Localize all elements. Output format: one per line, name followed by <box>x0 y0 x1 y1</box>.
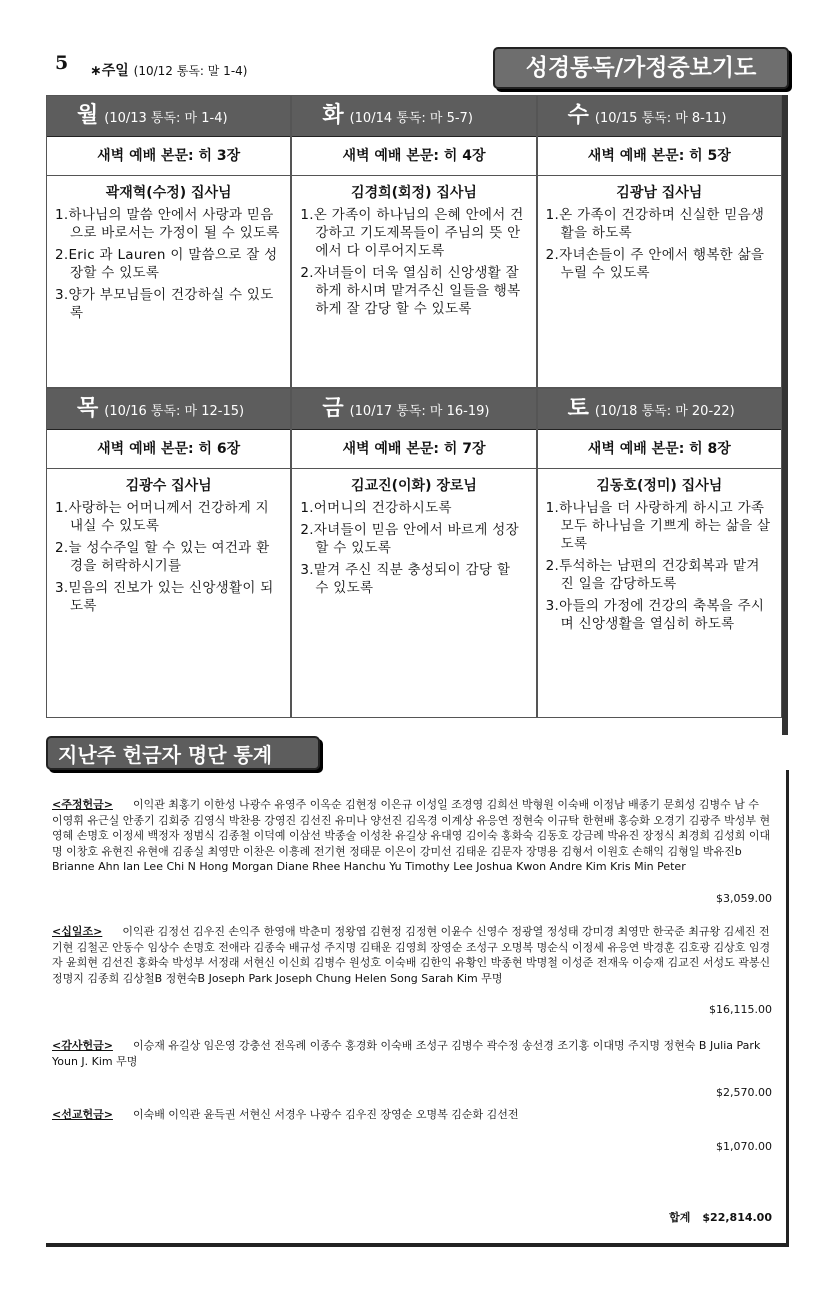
prayer-item: 2.자녀들이 더욱 열심히 신앙생활 잘하게 하시며 맡겨주신 일들을 행복하게 잘 감당 할 수 있도록 <box>300 265 521 317</box>
grand-total <box>600 1209 772 1225</box>
day-header <box>47 389 290 430</box>
member-name: 김광남 집사님 <box>616 185 703 201</box>
prayer-body <box>47 469 290 717</box>
section-total: $2,570.00 <box>716 1086 772 1099</box>
sermon-text: 새벽 예배 본문: 히 4장 <box>292 137 535 176</box>
day-reading: (10/17 통독: 마 16-19) <box>349 404 490 419</box>
prayer-item: 3.믿음의 진보가 있는 신앙생활이 되도록 <box>55 580 274 614</box>
prayer-list <box>300 499 527 597</box>
page-title: 성경통독/가정중보기도 <box>493 47 789 89</box>
grand-total-value: $22,814.00 <box>702 1211 772 1224</box>
section-label: <선교헌금> <box>52 1108 113 1121</box>
day-name: 금 <box>322 396 344 421</box>
day-name: 월 <box>77 103 99 128</box>
grand-total-label: 합계 <box>669 1211 691 1224</box>
day-header <box>47 96 290 137</box>
sermon-text: 새벽 예배 본문: 히 8장 <box>538 430 781 469</box>
donor-names: 이숙배 이익관 윤득권 서현신 서경우 나광수 김우진 장영순 오명복 김순화 김선전 <box>132 1108 519 1121</box>
prayer-body <box>538 176 781 387</box>
section-total: $1,070.00 <box>716 1139 772 1153</box>
sermon-text: 새벽 예배 본문: 히 6장 <box>47 430 290 469</box>
day-card-fri <box>291 388 536 718</box>
section-label: <주정헌금> <box>52 798 113 811</box>
prayer-item: 1.온 가족이 하나님의 은혜 안에서 건강하고 기도제목들이 주님의 뜻 안에서 다 이루어지도록 <box>300 207 524 259</box>
member-name: 김교진(이화) 장로님 <box>351 478 477 494</box>
offering-stats-title: 지난주 헌금자 명단 통계 <box>46 736 320 770</box>
day-card-thu <box>46 388 291 718</box>
prayer-item: 3.아들의 가정에 건강의 축복을 주시며 신앙생활을 열심히 하도록 <box>545 598 765 632</box>
sermon-text: 새벽 예배 본문: 히 7장 <box>292 430 535 469</box>
member-name: 곽재혁(수정) 집사님 <box>105 185 232 201</box>
week-row-1 <box>46 95 782 388</box>
page-number: 5 <box>55 52 69 74</box>
day-reading: (10/13 통독: 마 1-4) <box>104 111 228 126</box>
prayer-list <box>55 206 282 322</box>
day-reading: (10/18 통독: 마 20-22) <box>594 404 735 419</box>
prayer-body <box>292 469 535 717</box>
frame-bottom-line <box>46 1243 788 1247</box>
section-total: $16,115.00 <box>709 1003 772 1016</box>
prayer-body <box>538 469 781 717</box>
prayer-body <box>47 176 290 387</box>
offering-section-mission <box>52 1107 772 1154</box>
prayer-item: 2.Eric 과 Lauren 이 말씀으로 잘 성장할 수 있도록 <box>55 247 278 281</box>
prayer-item: 1.하나님을 더 사랑하게 하시고 가족 모두 하나님을 기쁘게 하는 삶을 살도록 <box>545 500 771 552</box>
member-name: 김광수 집사님 <box>125 478 212 494</box>
offering-section-weekly <box>52 797 772 906</box>
prayer-item: 3.양가 부모님들이 건강하실 수 있도록 <box>55 287 274 321</box>
section-label: <십일조> <box>52 925 103 938</box>
grid-shadow <box>782 95 788 735</box>
offering-section-thanks <box>52 1038 772 1101</box>
prayer-list <box>546 499 773 633</box>
day-name: 화 <box>322 103 344 128</box>
prayer-item: 2.늘 성수주일 할 수 있는 여건과 환경을 허락하시기를 <box>55 540 270 574</box>
section-label: <감사헌금> <box>52 1039 113 1052</box>
prayer-list <box>300 206 527 318</box>
day-card-tue <box>291 95 536 388</box>
day-header <box>538 96 781 137</box>
prayer-item: 1.사랑하는 어머니께서 건강하게 지내실 수 있도록 <box>55 500 270 534</box>
day-name: 목 <box>77 396 99 421</box>
day-reading: (10/15 통독: 마 8-11) <box>594 111 727 126</box>
member-name: 김경희(회정) 집사님 <box>351 185 477 201</box>
frame-right-line <box>786 770 789 1247</box>
day-card-wed <box>537 95 782 388</box>
day-name: 수 <box>567 103 589 128</box>
prayer-item: 1.어머니의 건강하시도록 <box>300 500 452 516</box>
day-header <box>292 389 535 430</box>
week-row-2 <box>46 388 782 718</box>
day-reading: (10/16 통독: 마 12-15) <box>104 404 245 419</box>
donor-names: 이익관 최홍기 이한성 나광수 유영주 이옥순 김현정 이은규 이성일 조경영 김희선 박형원 이숙배 이정남 배종기 문희성 김병수 남 수 이영휘 유근실 안종기 김회중 김영식 박찬용 강영진 김선진 유미나 양선진 김옥경 이계상 유응연 정현숙 이규탁 한현배 홍승화 오경기 김광주 박성부 현영혜 손명호 이정세 백정자 정범식 김종철 이덕예 이삼선 박종술 이성찬 유길상 유대영 김이숙 홍화숙 김동호 강금례 박유진 장정식 최경희 김성희 이대명 이창호 유현진 유현애 김종실 최영만 이찬은 이흥례 전기현 정태문 이은이 강미선 김태운 김문자 장명용 김형서 이원호 손해익 김형일 박유진b Brianne Ahn Ian Lee Chi N Hong Morgan Diane Rhee Hanchu Yu Timothy Lee Joshua Kwon Andre Kim Kris Min Peter <box>52 798 771 873</box>
day-name: 토 <box>567 396 589 421</box>
prayer-item: 2.자녀들이 믿음 안에서 바르게 성장 할 수 있도록 <box>300 522 519 556</box>
day-card-sat <box>537 388 782 718</box>
prayer-grid <box>46 95 782 718</box>
prayer-item: 2.투석하는 남편의 건강회복과 맡겨진 일을 감당하도록 <box>545 558 760 592</box>
offering-section-tithe <box>52 924 772 1018</box>
sunday-reading <box>90 60 247 80</box>
sermon-text: 새벽 예배 본문: 히 5장 <box>538 137 781 176</box>
sunday-label: ∗주일 <box>90 63 129 79</box>
prayer-body <box>292 176 535 387</box>
day-reading: (10/14 통독: 마 5-7) <box>349 111 473 126</box>
section-total: $3,059.00 <box>716 891 772 905</box>
donor-names: 이승재 유길상 임은영 강충선 전옥례 이종수 홍경화 이숙배 조성구 김병수 곽수정 송선경 조기홍 이대명 주지명 정현숙 B Julia Park Youn J. Kim 무명 <box>52 1039 761 1068</box>
prayer-item: 3.맡겨 주신 직분 충성되이 감당 할 수 있도록 <box>300 562 511 596</box>
prayer-item: 2.자녀손들이 주 안에서 행복한 삶을 누릴 수 있도록 <box>545 247 765 281</box>
prayer-item: 1.온 가족이 건강하며 신실한 믿음생활을 하도록 <box>545 207 765 241</box>
sermon-text: 새벽 예배 본문: 히 3장 <box>47 137 290 176</box>
day-card-mon <box>46 95 291 388</box>
member-name: 김동호(정미) 집사님 <box>596 478 723 494</box>
sunday-reading-text: (10/12 통독: 말 1-4) <box>133 64 248 78</box>
donor-names: 이익관 김정선 김우진 손익주 한영애 박춘미 정왕엽 김현정 김정현 이윤수 신영수 정광열 정성태 강미경 최영만 한국준 최규왕 김세진 전기현 김철곤 안동수 임상수 손명호 전애라 김종숙 배규성 주지명 김태운 김영희 장영순 조성구 오명복 명순식 이정세 유응연 박경훈 김호광 김상호 임경자 윤희현 김선진 홍화숙 박성부 서정래 서현신 이신희 김병수 원성호 이숙배 김한익 유황인 박종현 박명철 이성준 전재욱 이승재 김교진 서성도 곽봉신 정명지 김종희 김상철B 정현숙B Joseph Park Joseph Chung Helen Song Sarah Kim 무명 <box>52 925 771 985</box>
prayer-item: 1.하나님의 말씀 안에서 사랑과 믿음으로 바로서는 가정이 될 수 있도록 <box>55 207 280 241</box>
day-header <box>538 389 781 430</box>
day-header <box>292 96 535 137</box>
prayer-list <box>55 499 282 615</box>
prayer-list <box>546 206 773 282</box>
